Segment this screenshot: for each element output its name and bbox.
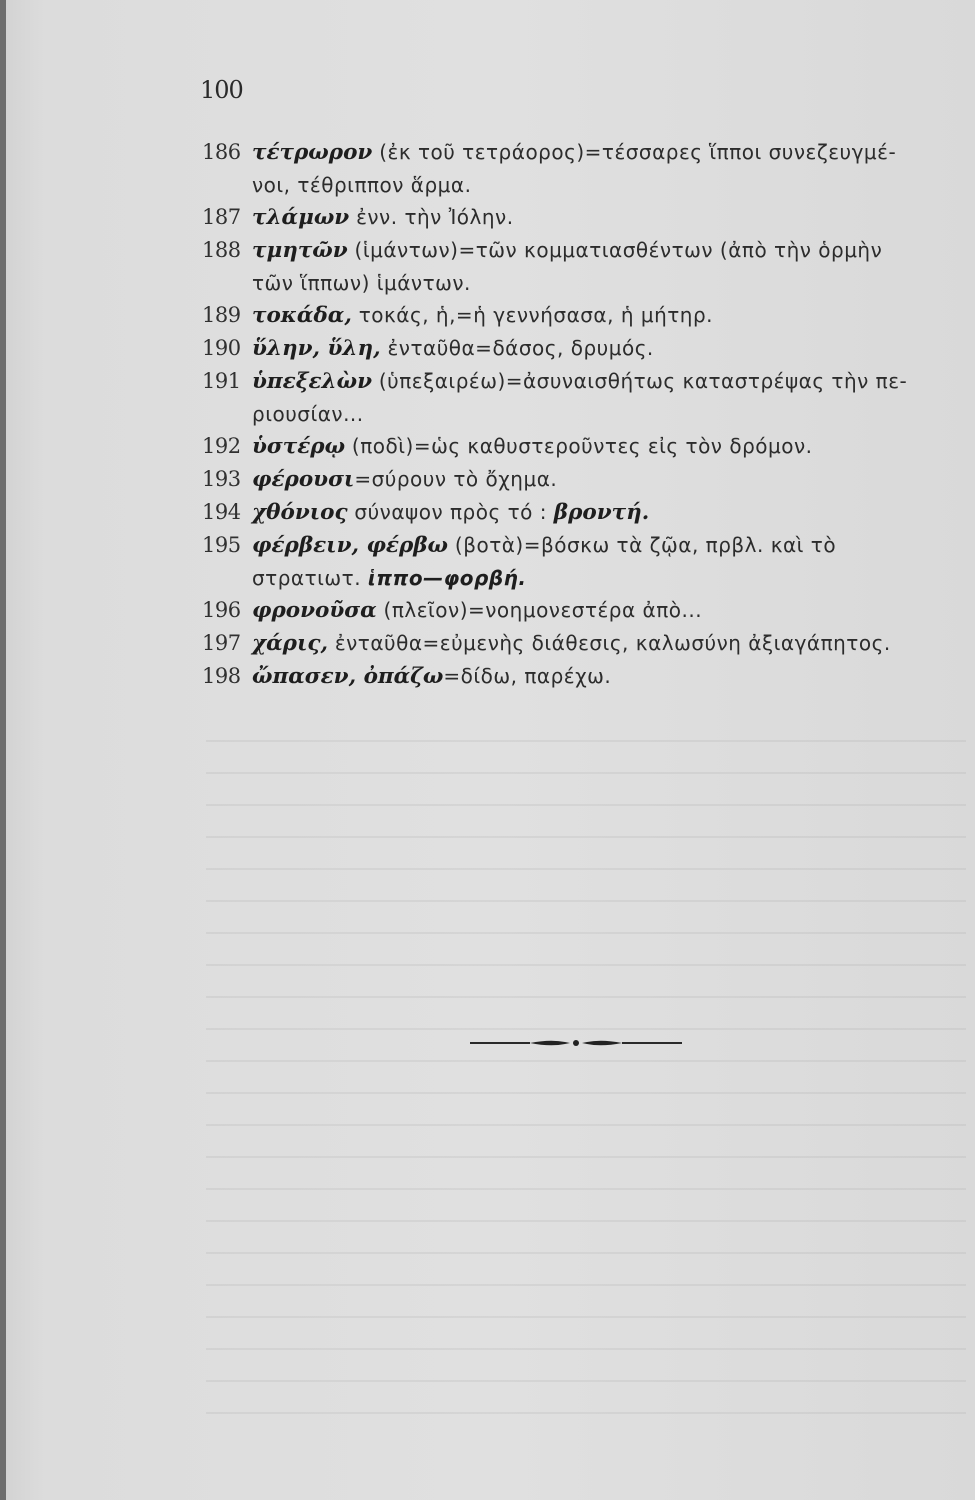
entry-number: 186 xyxy=(202,140,241,164)
entry-gloss: =σύρουν τὸ ὄχημα. xyxy=(354,467,558,491)
entry-number: 194 xyxy=(202,500,241,524)
page-number: 100 xyxy=(200,76,243,104)
entry-headword: ὕλην, ὕλη, xyxy=(252,336,381,361)
glossary-entry xyxy=(198,201,975,234)
entry-continuation: τῶν ἵππων) ἱμάντων. xyxy=(252,271,471,295)
entry-headword: τοκάδα, xyxy=(252,303,352,328)
entry-emphasis: ἱππο—φορβή. xyxy=(367,566,527,590)
entry-continuation-text: στρατιωτ. xyxy=(252,566,368,590)
glossary-entry xyxy=(198,627,975,660)
entry-gloss: (ὑπεξαιρέω)=ἀσυναισθήτως καταστρέψας τὴν πε- xyxy=(372,369,908,393)
entry-headword: ὑστέρῳ xyxy=(252,434,346,459)
entry-number: 189 xyxy=(202,303,241,327)
entry-headword: χθόνιος xyxy=(252,500,348,525)
glossary-entry xyxy=(198,299,975,332)
entry-number: 187 xyxy=(202,205,241,229)
entry-gloss: (ποδὶ)=ὡς καθυστεροῦντες εἰς τὸν δρόμον. xyxy=(345,434,813,458)
entry-continuation xyxy=(252,562,975,594)
entry-number: 193 xyxy=(202,467,241,491)
entry-headword: τμητῶν xyxy=(252,238,348,263)
glossary-entry xyxy=(198,594,975,627)
glossary-entry xyxy=(198,136,975,201)
entry-number: 192 xyxy=(202,434,241,458)
show-through-text xyxy=(206,720,966,1420)
entry-gloss: (ἱμάντων)=τῶν κομματιασθέντων (ἀπὸ τὴν ὁρμὴν xyxy=(347,238,883,262)
entry-gloss: ἐνν. τὴν Ἰόλην. xyxy=(349,205,514,229)
entry-headword: τέτρωρον xyxy=(252,140,373,165)
entry-gloss: ἐνταῦθα=εὐμενὴς διάθεσις, καλωσύνη ἀξιαγάπητος. xyxy=(327,631,891,655)
entry-headword: ὑπεξελὼν xyxy=(252,369,372,394)
entry-headword: χάρις, xyxy=(252,631,328,656)
glossary-entry xyxy=(198,463,975,496)
entry-gloss: =δίδω, παρέχω. xyxy=(443,664,612,688)
entry-headword: φέρβειν, φέρβω xyxy=(252,533,449,558)
entry-gloss: (ἐκ τοῦ τετράορος)=τέσσαρες ἵπποι συνεζευγμέ- xyxy=(372,140,897,164)
glossary-entry xyxy=(198,365,975,430)
glossary-entry xyxy=(198,332,975,365)
glossary-entry xyxy=(198,234,975,299)
entry-headword: φρονοῦσα xyxy=(252,598,377,623)
entry-gloss: τοκάς, ἡ,=ἡ γεννήσασα, ἡ μήτηρ. xyxy=(351,303,714,327)
entry-gloss: (πλεῖον)=νοημονεστέρα ἀπὸ... xyxy=(376,598,703,622)
entry-number: 188 xyxy=(202,238,241,262)
entry-number: 190 xyxy=(202,336,241,360)
entry-number: 191 xyxy=(202,369,241,393)
entry-number: 195 xyxy=(202,533,241,557)
book-page xyxy=(6,0,975,1500)
entry-emphasis: βροντή. xyxy=(553,500,650,525)
entry-number: 198 xyxy=(202,664,241,688)
entry-continuation: ριουσίαν... xyxy=(252,402,364,426)
entry-continuation: νοι, τέθριππον ἅρμα. xyxy=(252,173,472,197)
entry-headword: ὤπασεν, ὀπάζω xyxy=(252,664,444,689)
entry-gloss: ἐνταῦθα=δάσος, δρυμός. xyxy=(380,336,654,360)
entry-number: 196 xyxy=(202,598,241,622)
glossary-entry xyxy=(198,496,975,529)
glossary-entries xyxy=(198,136,975,693)
glossary-entry xyxy=(198,529,975,594)
entry-headword: φέρουσι xyxy=(252,467,355,492)
entry-number: 197 xyxy=(202,631,241,655)
glossary-entry xyxy=(198,660,975,693)
entry-headword: τλάμων xyxy=(252,205,350,230)
entry-gloss: σύναψον πρὸς τό : xyxy=(347,500,554,524)
glossary-entry xyxy=(198,430,975,463)
tailpiece-ornament xyxy=(470,1032,682,1054)
entry-gloss: (βοτὰ)=βόσκω τὰ ζῷα, πρβλ. καὶ τὸ xyxy=(448,533,837,557)
